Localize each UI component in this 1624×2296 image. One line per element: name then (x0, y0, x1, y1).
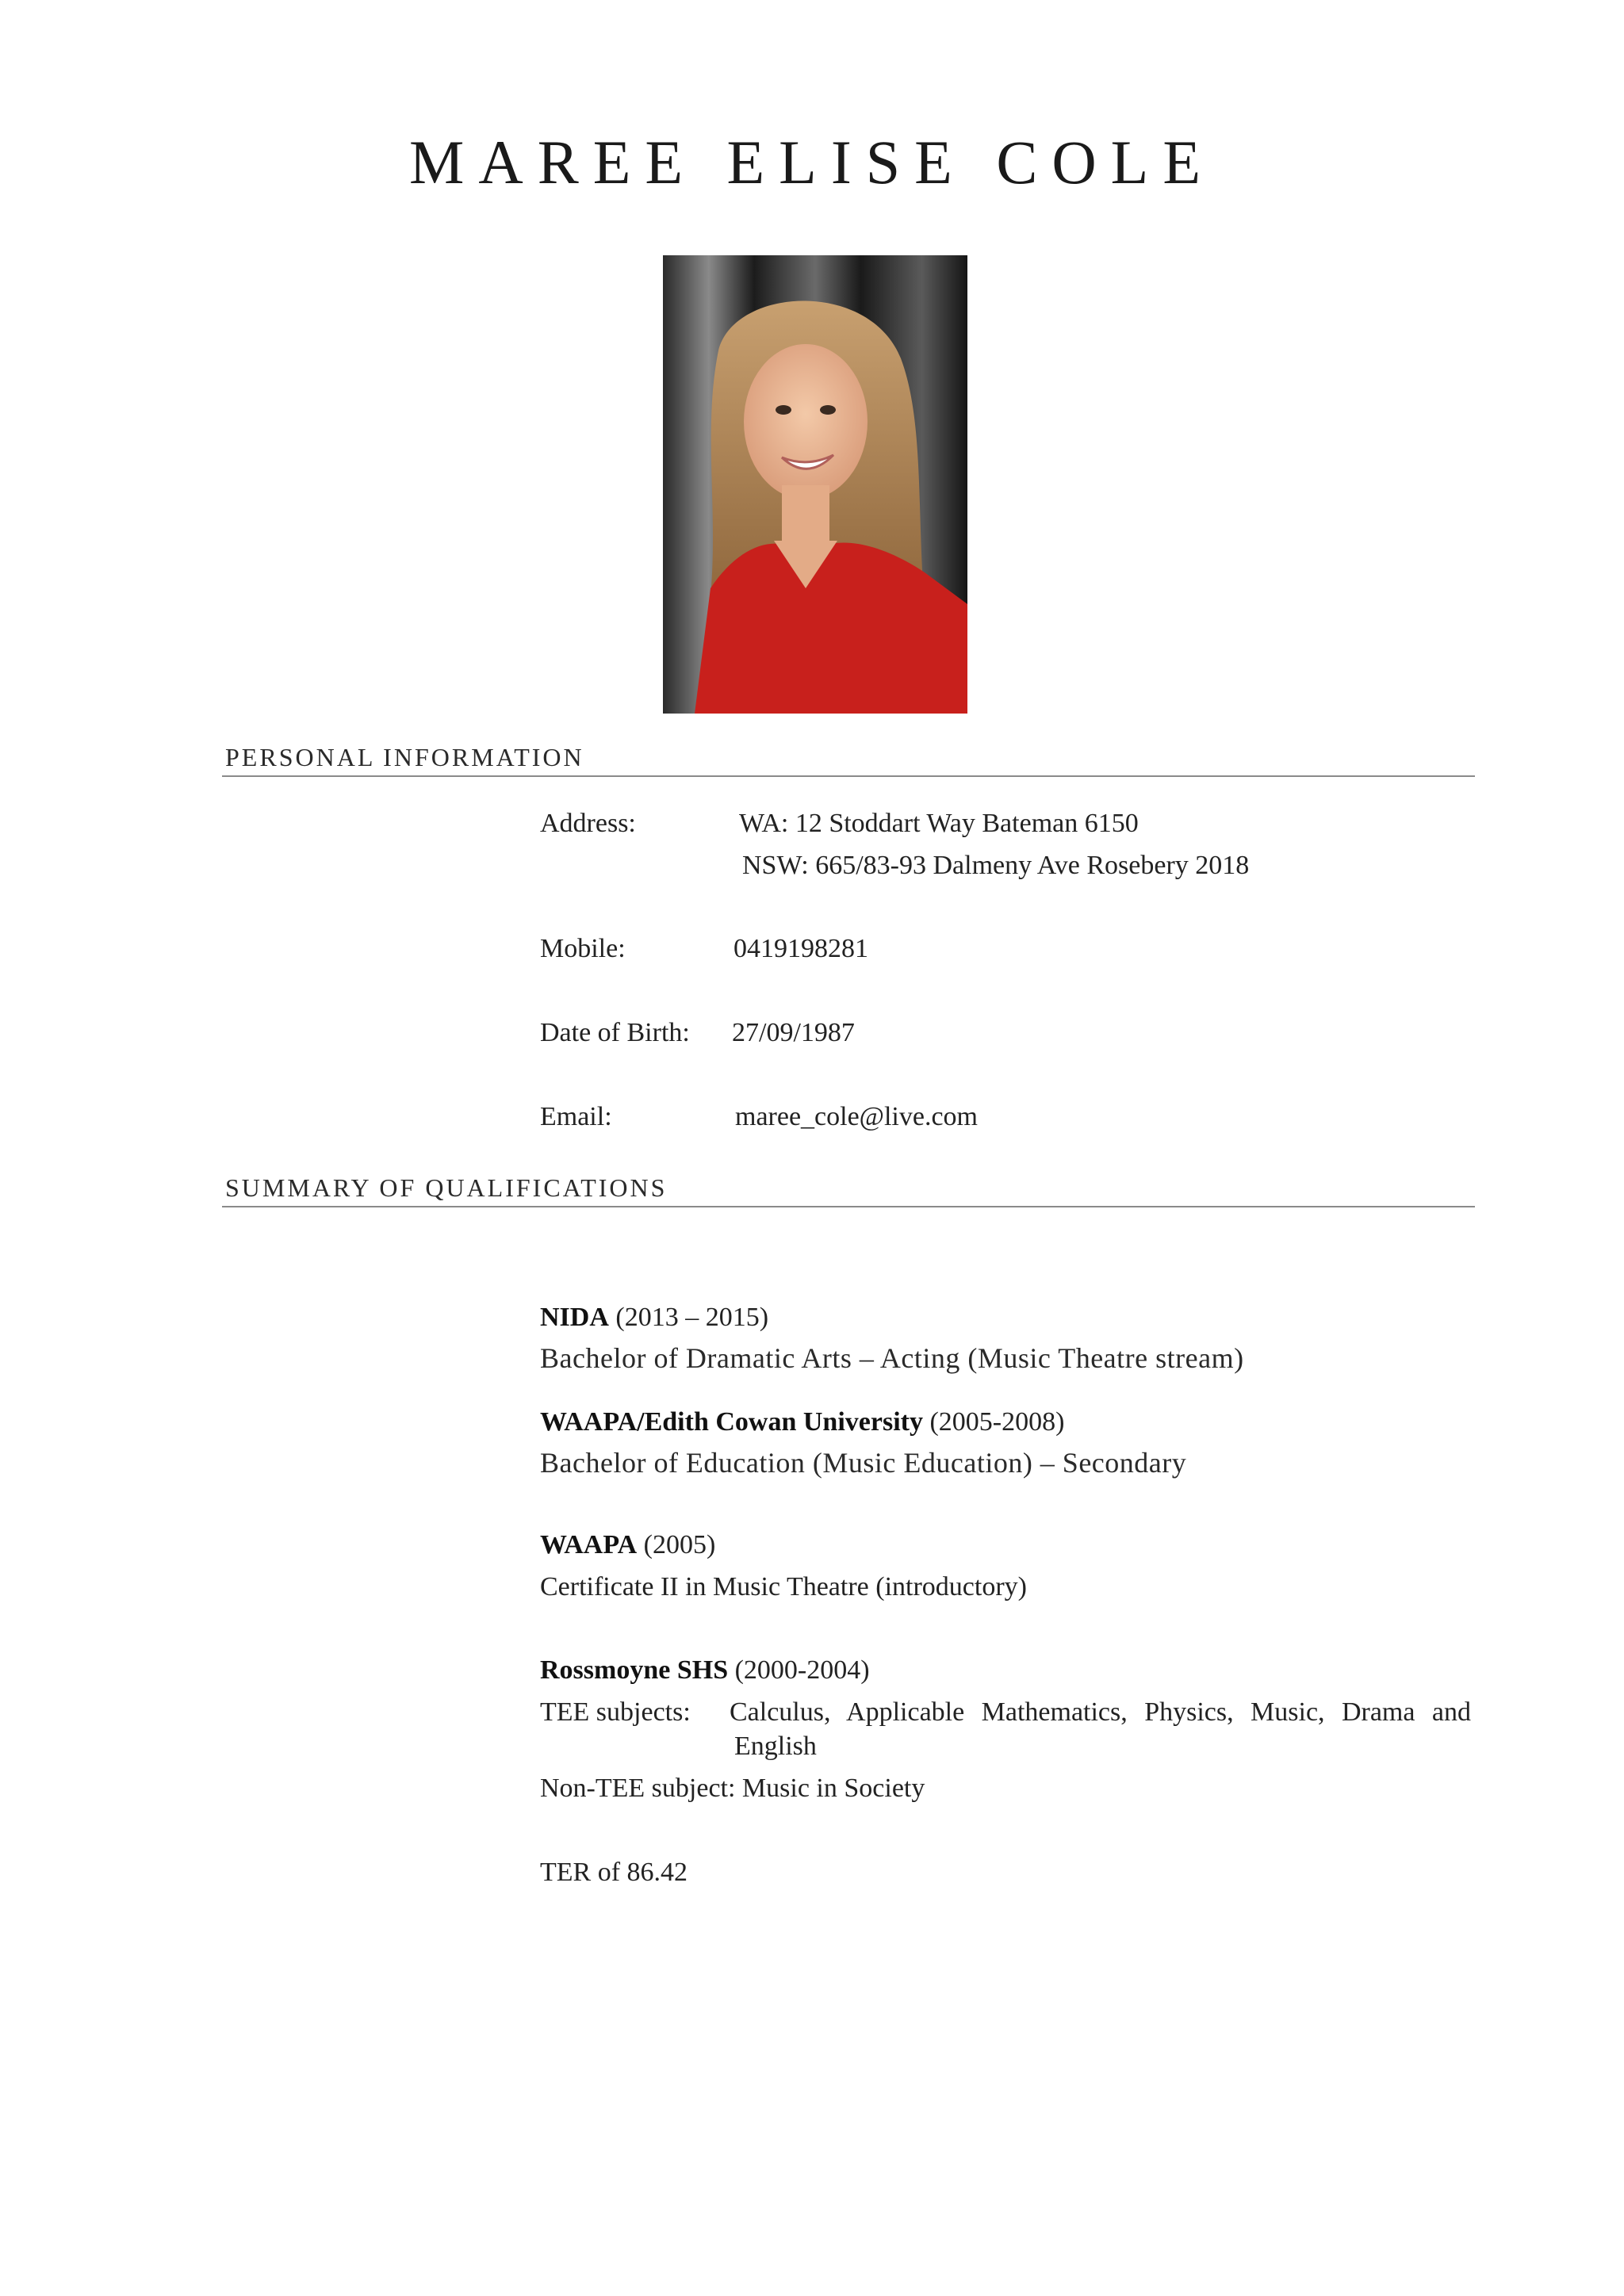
dob-value: 27/09/1987 (732, 1018, 855, 1047)
qualification-heading (540, 1303, 1476, 1333)
email-value: maree_cole@live.com (735, 1102, 978, 1131)
profile-photo (663, 255, 967, 714)
institution-name: WAAPA/Edith Cowan University (540, 1407, 923, 1437)
qualification-years: (2005) (637, 1530, 716, 1559)
section-heading-qualifications: SUMMARY OF QUALIFICATIONS (225, 1173, 668, 1202)
institution-name: WAAPA (540, 1530, 638, 1559)
dob-label: Date of Birth: (540, 1018, 690, 1047)
address-label: Address: (540, 809, 636, 838)
resume-name: MAREE ELISE COLE (409, 128, 1215, 197)
qualification-detail: Bachelor of Education (Music Education) – Secondary (540, 1447, 1187, 1479)
section-heading-personal: PERSONAL INFORMATION (225, 743, 584, 771)
qualification-years: (2013 – 2015) (608, 1303, 769, 1332)
section-divider (222, 775, 1475, 777)
qualification-heading (540, 1407, 1476, 1437)
tee-subjects-label: TEE subjects: (540, 1697, 691, 1727)
mobile-label: Mobile: (540, 934, 626, 963)
tee-subjects-list-continued: English (734, 1732, 817, 1761)
non-tee-subject: Non-TEE subject: Music in Society (540, 1774, 925, 1803)
qualification-detail: Bachelor of Dramatic Arts – Acting (Music Theatre stream) (540, 1342, 1244, 1374)
institution-name: Rossmoyne SHS (540, 1655, 729, 1685)
institution-name: NIDA (540, 1303, 609, 1332)
section-divider (222, 1206, 1475, 1207)
address-nsw: NSW: 665/83-93 Dalmeny Ave Rosebery 2018 (742, 851, 1250, 880)
tee-subjects-list: Calculus, Applicable Mathematics, Physics, Music, Drama and (730, 1697, 1471, 1727)
mobile-value: 0419198281 (733, 934, 868, 963)
qualification-heading (540, 1530, 1476, 1560)
qualification-heading (540, 1655, 1476, 1686)
ter-score: TER of 86.42 (540, 1858, 688, 1887)
address-wa: WA: 12 Stoddart Way Bateman 6150 (739, 809, 1139, 838)
email-label: Email: (540, 1102, 612, 1131)
portrait-image (663, 255, 967, 714)
qualification-years: (2000-2004) (728, 1655, 870, 1685)
qualification-years: (2005-2008) (922, 1407, 1065, 1437)
qualification-detail: Certificate II in Music Theatre (introductory) (540, 1572, 1027, 1601)
